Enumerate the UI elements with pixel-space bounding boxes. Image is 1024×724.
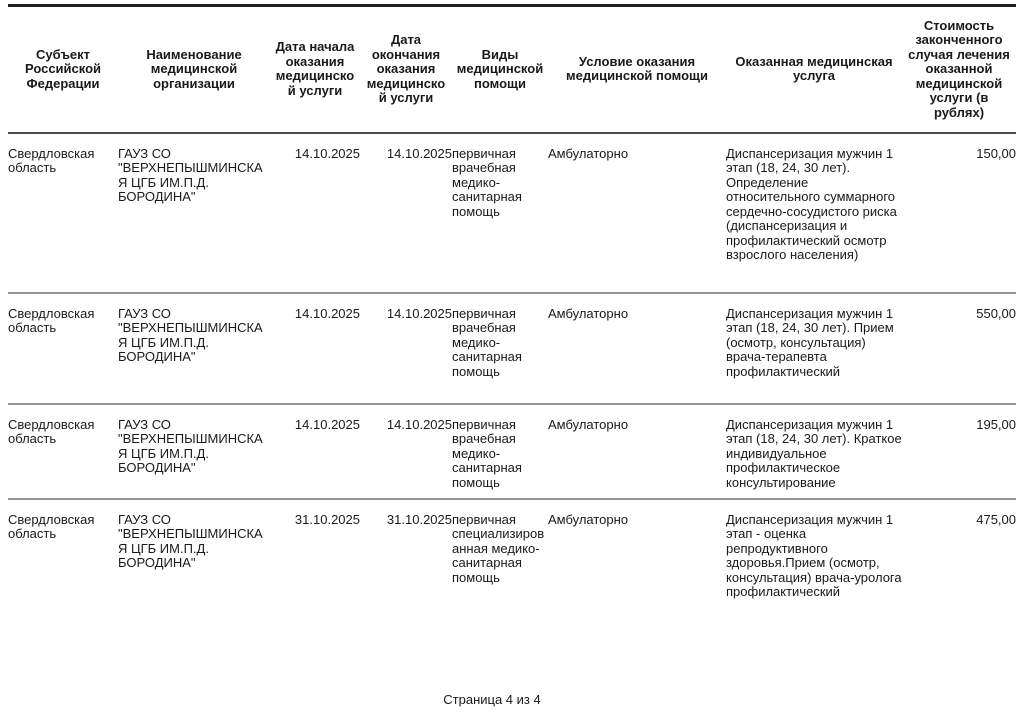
table-row [8, 499, 1016, 657]
col-header-end-date: Дата окончания оказания медицинской услуги [360, 6, 452, 133]
cell-start-date: 14.10.2025 [270, 404, 360, 499]
cell-region: Свердловская область [8, 133, 118, 293]
col-header-condition: Условие оказания медицинской помощи [548, 6, 726, 133]
col-header-service: Оказанная медицинская услуга [726, 6, 902, 133]
cell-organization: ГАУЗ СО "ВЕРХНЕПЫШМИНСКАЯ ЦГБ ИМ.П.Д. БОРОДИНА" [118, 293, 270, 404]
cell-service: Диспансеризация мужчин 1 этап (18, 24, 30 лет). Краткое индивидуальное профилактическое консультирование [726, 404, 902, 499]
cell-end-date: 14.10.2025 [360, 293, 452, 404]
cell-cost: 150,00 [902, 133, 1016, 293]
cell-service: Диспансеризация мужчин 1 этап (18, 24, 30 лет). Определение относительного суммарного сердечно-сосудистого риска (диспансеризация и профилактический осмотр взрослого населения) [726, 133, 902, 293]
page-number-footer: Страница 4 из 4 [443, 692, 541, 707]
table-header-row [8, 6, 1016, 133]
col-header-organization: Наименование медицинской организации [118, 6, 270, 133]
col-header-cost: Стоимость законченного случая лечения оказанной медицинской услуги (в рублях) [902, 6, 1016, 133]
cell-organization: ГАУЗ СО "ВЕРХНЕПЫШМИНСКАЯ ЦГБ ИМ.П.Д. БОРОДИНА" [118, 511, 263, 570]
cell-condition: Амбулаторно [548, 293, 726, 404]
cell-care-type: первичная врачебная медико-санитарная помощь [452, 133, 548, 293]
table-row [8, 404, 1016, 499]
col-header-region: Субъект Российской Федерации [8, 6, 118, 133]
cell-service: Диспансеризация мужчин 1 этап - оценка репродуктивного здоровья.Прием (осмотр, консультация) врача-уролога профилактический [726, 511, 902, 599]
cell-region: Свердловская область [8, 404, 118, 499]
cell-start-date: 31.10.2025 [294, 511, 360, 527]
cell-cost: 550,00 [902, 293, 1016, 404]
cell-start-date: 14.10.2025 [270, 293, 360, 404]
cell-cost: 475,00 [976, 511, 1016, 527]
col-header-care-type: Виды медицинской помощи [452, 6, 548, 133]
cell-region: Свердловская область [8, 293, 118, 404]
cell-care-type: первичная врачебная медико-санитарная помощь [452, 404, 548, 499]
col-header-start-date: Дата начала оказания медицинской услуги [270, 6, 360, 133]
cell-organization: ГАУЗ СО "ВЕРХНЕПЫШМИНСКАЯ ЦГБ ИМ.П.Д. БОРОДИНА" [118, 404, 270, 499]
cell-condition: Амбулаторно [548, 133, 726, 293]
cell-condition: Амбулаторно [548, 404, 726, 499]
table-row [8, 293, 1016, 404]
cell-care-type: первичная специализированная медико-санитарная помощь [452, 511, 545, 585]
cell-region: Свердловская область [8, 511, 95, 541]
cell-start-date: 14.10.2025 [270, 133, 360, 293]
cell-service: Диспансеризация мужчин 1 этап (18, 24, 30 лет). Прием (осмотр, консультация) врача-терапевта профилактический [726, 293, 902, 404]
cell-care-type: первичная врачебная медико-санитарная помощь [452, 293, 548, 404]
cell-end-date: 31.10.2025 [386, 511, 452, 527]
cell-organization: ГАУЗ СО "ВЕРХНЕПЫШМИНСКАЯ ЦГБ ИМ.П.Д. БОРОДИНА" [118, 133, 270, 293]
cell-end-date: 14.10.2025 [360, 404, 452, 499]
medical-services-table [8, 4, 1016, 657]
cell-end-date: 14.10.2025 [360, 133, 452, 293]
cell-condition: Амбулаторно [548, 511, 629, 527]
table-row [8, 133, 1016, 293]
cell-cost: 195,00 [902, 404, 1016, 499]
